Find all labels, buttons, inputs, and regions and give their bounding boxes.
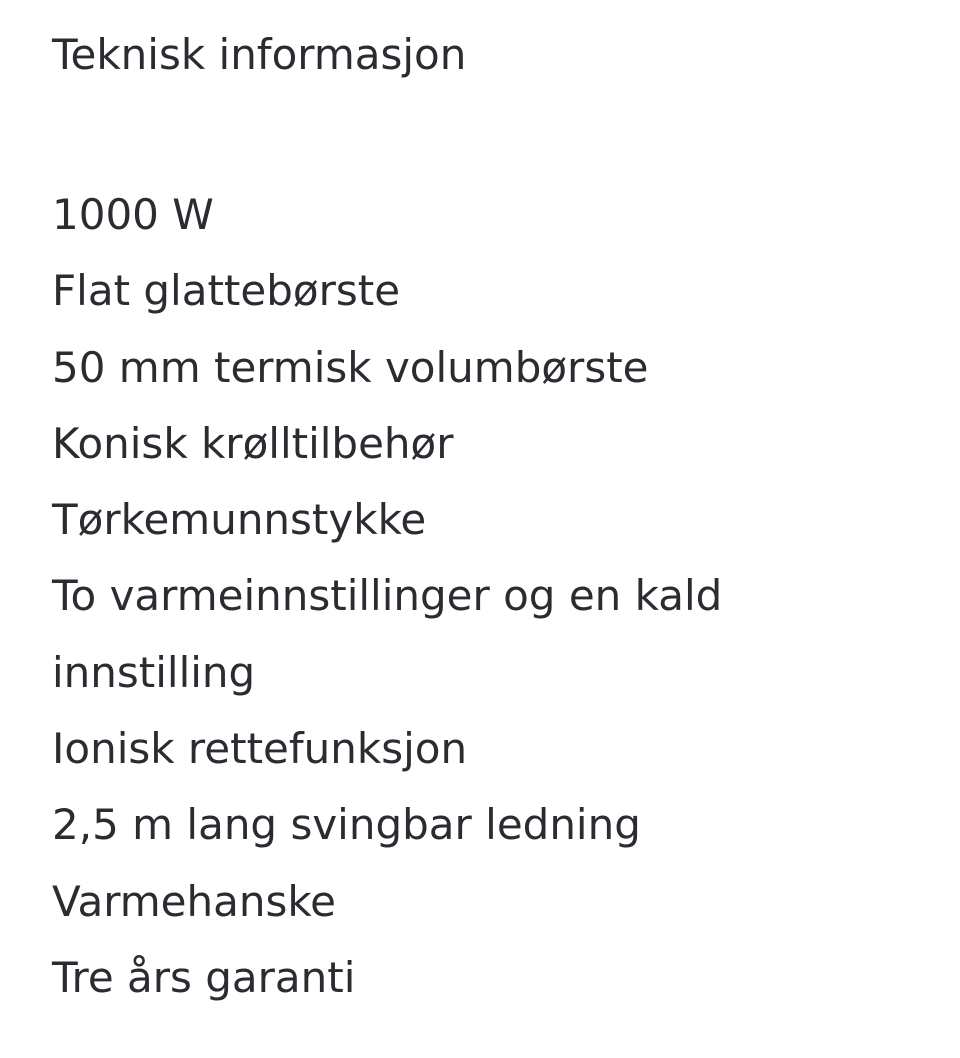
spec-item: Tørkemunnstykke <box>52 495 427 545</box>
spec-list <box>52 177 912 1016</box>
page-title: Teknisk informasjon <box>52 30 467 79</box>
spec-item: 2,5 m lang svingbar ledning <box>52 800 641 850</box>
spec-item: To varmeinnstillinger og en kald innstilling <box>52 571 723 697</box>
spec-item: Tre års garanti <box>52 952 356 1002</box>
spec-item: Konisk krølltilbehør <box>52 418 454 468</box>
spec-item: Varmehanske <box>52 876 337 926</box>
spec-item: 50 mm termisk volumbørste <box>52 342 649 392</box>
spec-item: Ionisk rettefunksjon <box>52 724 468 774</box>
spec-item: 1000 W <box>52 190 214 239</box>
spec-item: Flat glattebørste <box>52 266 401 316</box>
document-body <box>52 24 912 1016</box>
